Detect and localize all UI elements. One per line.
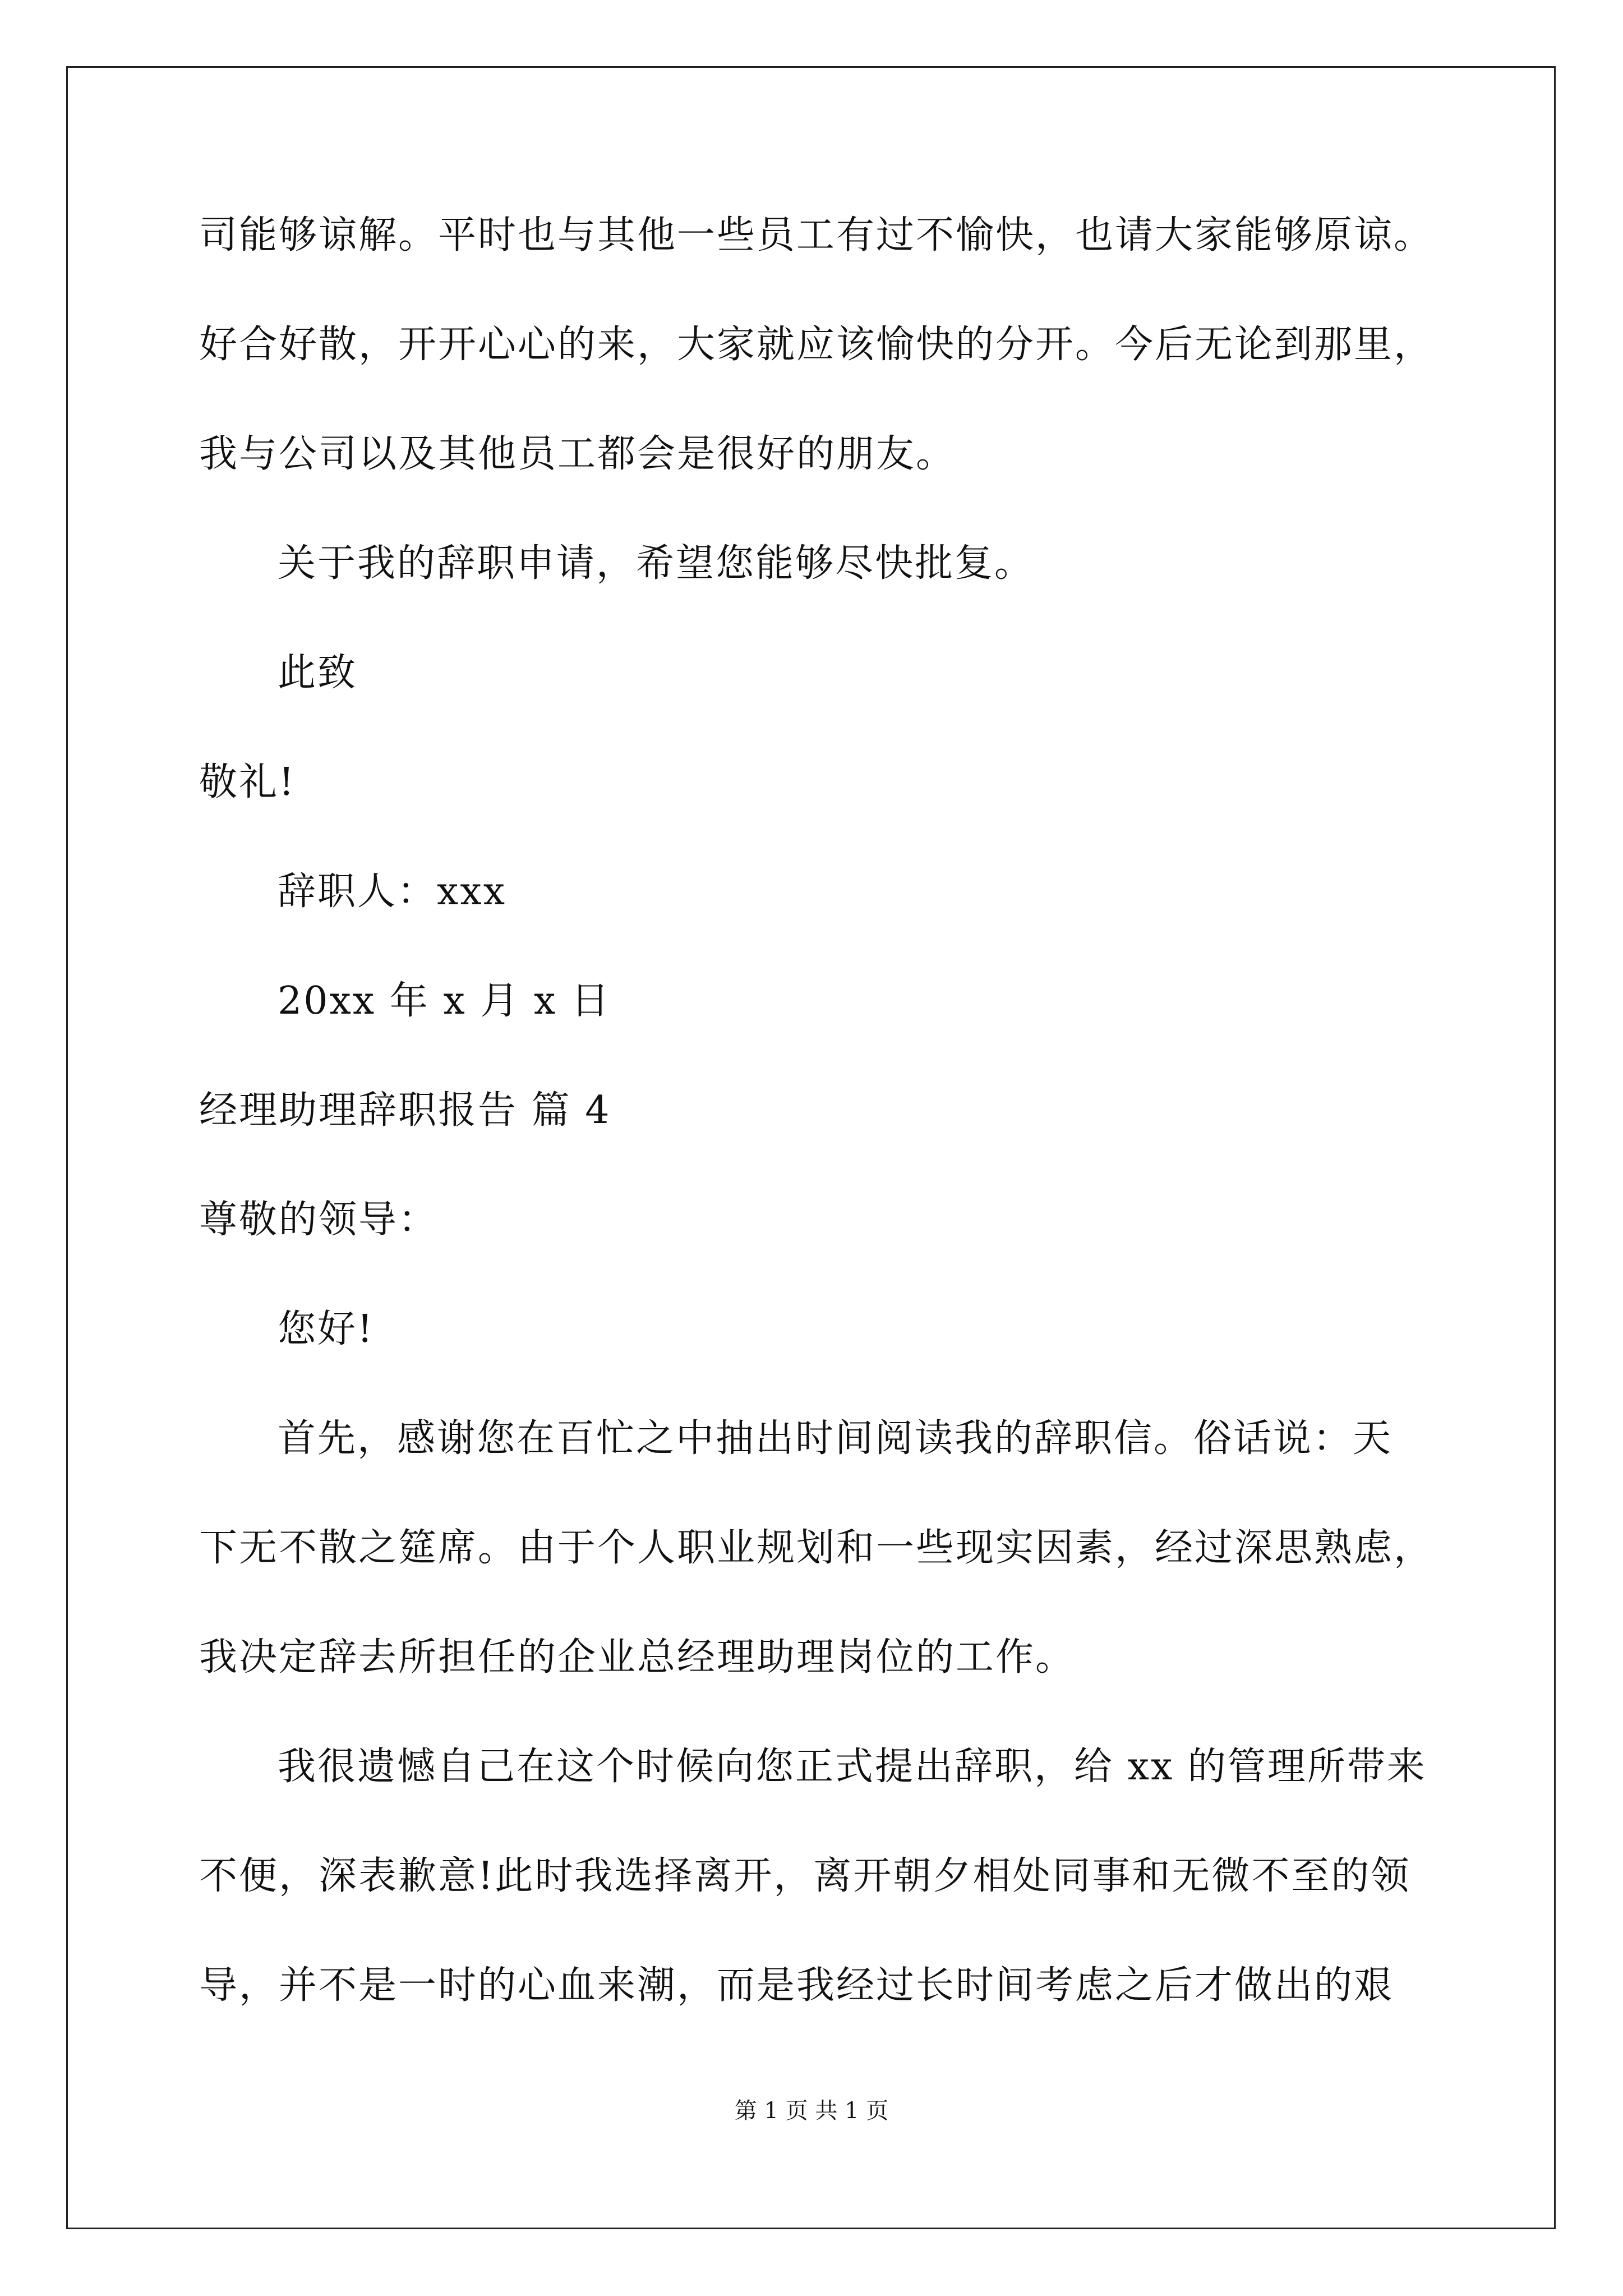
body-line: 我与公司以及其他员工都会是很好的朋友。 bbox=[199, 432, 956, 476]
body-line: 我决定辞去所担任的企业总经理助理岗位的工作。 bbox=[199, 1635, 1076, 1680]
greeting-line: 尊敬的领导： bbox=[199, 1198, 439, 1242]
body-line: 好合好散，开开心心的来，大家就应该愉快的分开。今后无论到那里， bbox=[199, 323, 1434, 367]
body-line: 导，并不是一时的心血来潮，而是我经过长时间考虑之后才做出的艰 bbox=[199, 1963, 1394, 2008]
page-footer: 第 1 页 共 1 页 bbox=[734, 2098, 889, 2124]
body-line: 司能够谅解。平时也与其他一些员工有过不愉快，也请大家能够原谅。 bbox=[199, 213, 1434, 257]
body-line: 不便，深表歉意!此时我选择离开，离开朝夕相处同事和无微不至的领 bbox=[199, 1854, 1411, 1898]
salutation-line: 此致 bbox=[278, 651, 358, 695]
body-line: 首先，感谢您在百忙之中抽出时间阅读我的辞职信。俗话说：天 bbox=[278, 1416, 1393, 1461]
page-border bbox=[66, 66, 1556, 2229]
signature-line: 辞职人：xxx bbox=[278, 869, 507, 914]
closing-line: 敬礼! bbox=[199, 760, 296, 804]
greeting-line: 您好! bbox=[278, 1307, 375, 1351]
body-line: 下无不散之筵席。由于个人职业规划和一些现实因素，经过深思熟虑， bbox=[199, 1526, 1434, 1570]
body-line: 关于我的辞职申请，希望您能够尽快批复。 bbox=[278, 541, 1035, 586]
body-line: 我很遗憾自己在这个时候向您正式提出辞职，给 xx 的管理所带来 bbox=[278, 1745, 1427, 1789]
date-line: 20xx 年 x 月 x 日 bbox=[278, 979, 611, 1023]
section-heading: 经理助理辞职报告 篇 4 bbox=[199, 1088, 611, 1133]
